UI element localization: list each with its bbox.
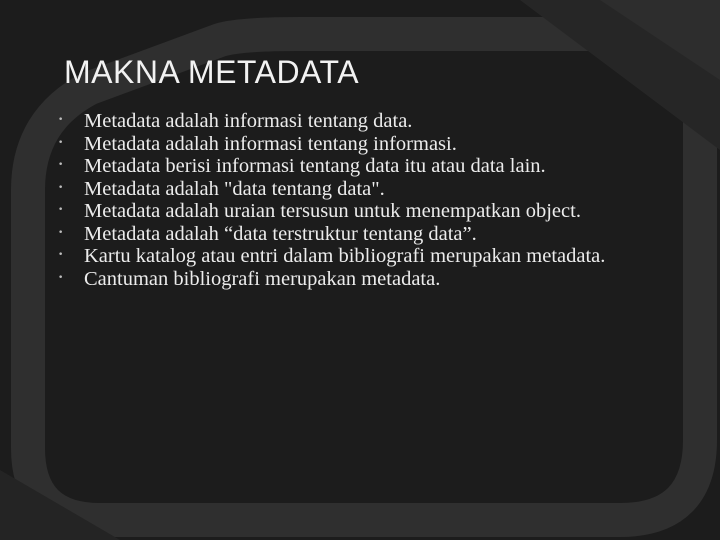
diamond-bullet-icon: •	[58, 272, 64, 283]
bullet-item	[58, 178, 678, 201]
diamond-bullet-icon: •	[58, 205, 64, 215]
bullet-item	[58, 268, 678, 291]
bullet-text: Metadata adalah “data terstruktur tentang data”.	[84, 222, 477, 245]
bullet-item	[58, 155, 678, 178]
diamond-bullet-icon: •	[58, 137, 64, 148]
bullet-text: Metadata berisi informasi tentang data itu atau data lain.	[84, 155, 546, 177]
bullet-text: Kartu katalog atau entri dalam bibliografi merupakan metadata.	[84, 245, 606, 267]
diamond-bullet-icon: •	[58, 160, 64, 170]
diamond-bullet-icon: •	[58, 227, 64, 238]
bullet-text: Cantuman bibliografi merupakan metadata.	[84, 267, 441, 290]
bullet-text: Metadata adalah informasi tentang data.	[84, 110, 413, 132]
bullet-item	[58, 110, 678, 133]
bullet-list	[58, 110, 678, 290]
bullet-item	[58, 245, 678, 268]
slide-title: MAKNA METADATA	[64, 54, 360, 90]
diamond-bullet-icon: •	[58, 250, 64, 260]
bullet-item	[58, 200, 678, 223]
diamond-bullet-icon: •	[58, 115, 64, 125]
diamond-bullet-icon: •	[58, 182, 64, 193]
bullet-text: Metadata adalah informasi tentang informasi.	[84, 132, 457, 155]
bullet-item	[58, 223, 678, 246]
bullet-text: Metadata adalah uraian tersusun untuk menempatkan object.	[84, 200, 581, 222]
bullet-text: Metadata adalah "data tentang data".	[84, 177, 385, 200]
bullet-item	[58, 133, 678, 156]
